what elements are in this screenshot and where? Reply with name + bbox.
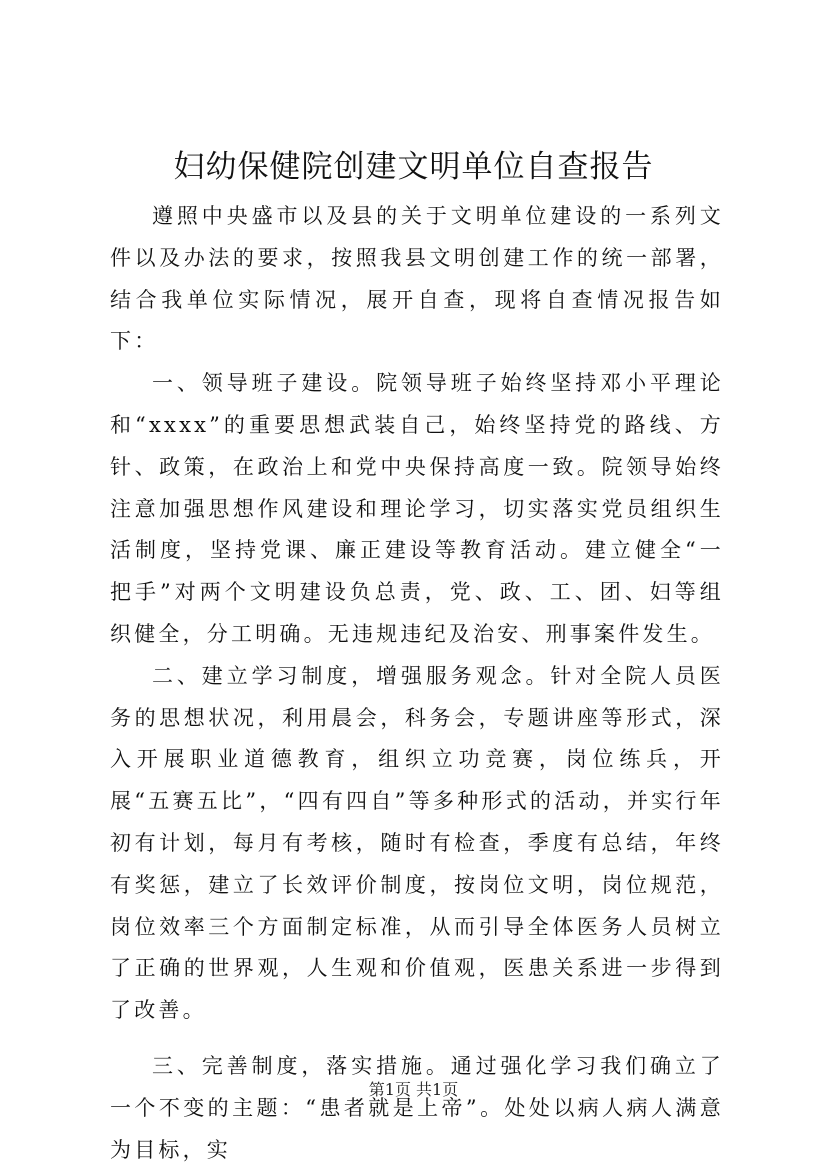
document-body — [110, 196, 724, 1171]
paragraph-intro: 遵照中央盛市以及县的关于文明单位建设的一系列文件以及办法的要求，按照我县文明创建工作的统一部署，结合我单位实际情况，展开自查，现将自查情况报告如下： — [110, 204, 724, 354]
document-title: 妇幼保健院创建文明单位自查报告 — [173, 149, 654, 185]
paragraph-measures: 三、完善制度，落实措施。通过强化学习我们确立了一个不变的主题：“患者就是上帝”。处处以病人病人满意为目标，实 — [110, 1053, 724, 1162]
page-footer: 第1页 共1页 — [368, 1080, 459, 1099]
paragraph-study-system: 二、建立学习制度，增强服务观念。针对全院人员医务的思想状况，利用晨会，科务会，专题讲座等形式，深入开展职业道德教育，组织立功竞赛，岗位练兵，开展“五赛五比”，“四有四自”等多种形式的活动，并实行年初有计划，每月有考核，随时有检查，季度有总结，年终有奖惩，建立了长效评价制度，按岗位文明，岗位规范，岗位效率三个方面制定标准，从而引导全体医务人员树立了正确的世界观，人生观和价值观，医患关系进一步得到了改善。 — [110, 663, 724, 1023]
paragraph-leadership: 一、领导班子建设。院领导班子始终坚持邓小平理论和“xxxx”的重要思想武装自己，始终坚持党的路线、方针、政策，在政治上和党中央保持高度一致。院领导始终注意加强思想作风建设和理论学习，切实落实党员组织生活制度，坚持党课、廉正建设等教育活动。建立健全“一把手”对两个文明建设负总责，党、政、工、团、妇等组织健全，分工明确。无违规违纪及治安、刑事案件发生。 — [110, 371, 724, 646]
